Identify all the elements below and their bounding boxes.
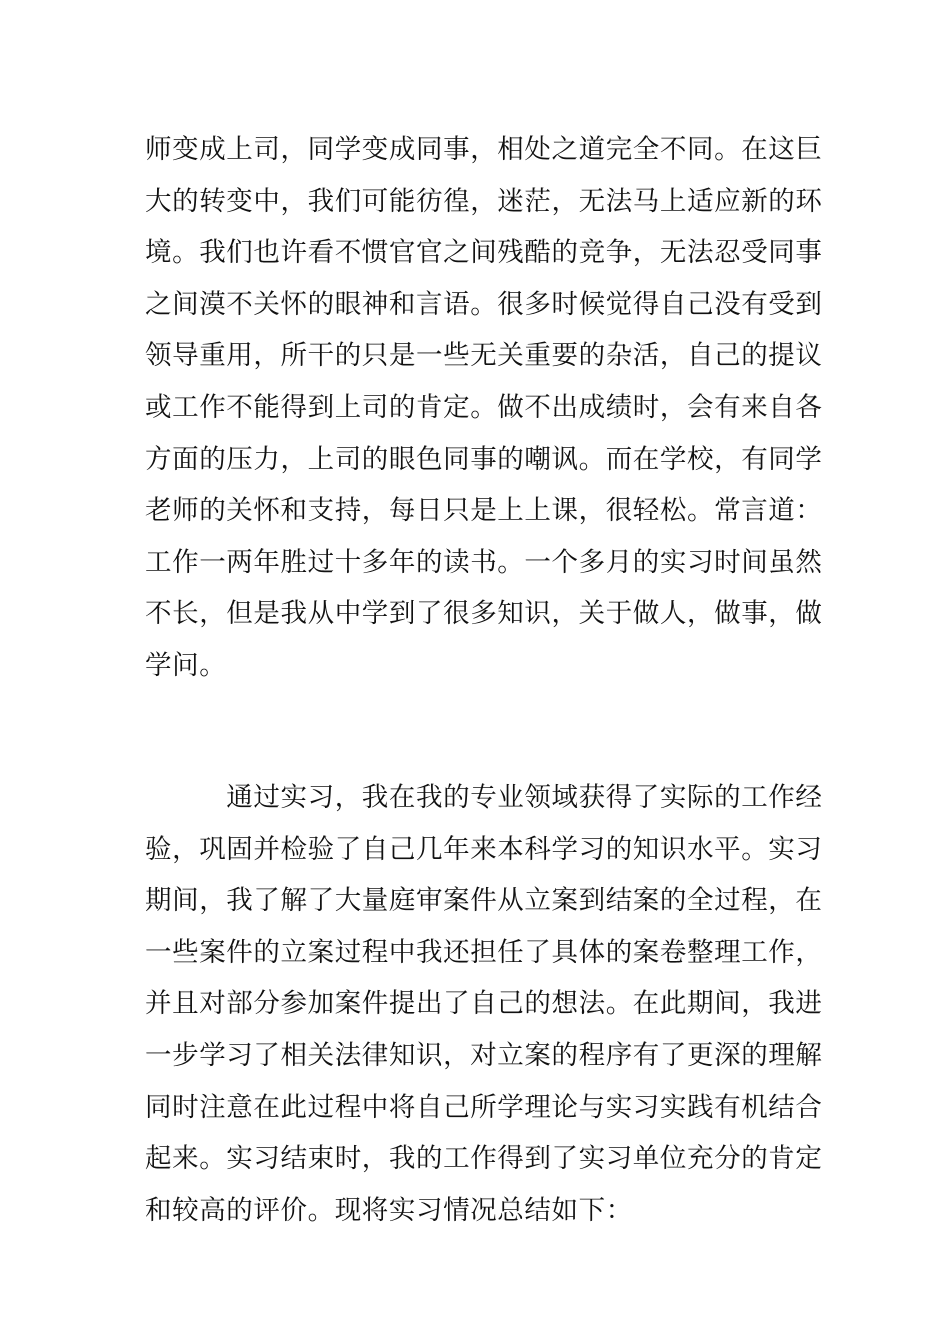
paragraph-line: 起来。实习结束时，我的工作得到了实习单位充分的肯定 [145,1143,823,1175]
paragraph-line: 师变成上司，同学变成同事，相处之道完全不同。在这巨 [145,134,823,165]
paragraph-line: 学问。 [145,649,227,681]
paragraph-line: 境。我们也许看不惯官官之间残酷的竞争，无法忍受同事 [145,237,823,269]
paragraph-1 [145,124,823,692]
paragraph-2 [145,772,823,1236]
paragraph-line: 大的转变中，我们可能彷徨，迷茫，无法马上适应新的环 [145,185,823,217]
paragraph-line: 一步学习了相关法律知识，对立案的程序有了更深的理解 [145,1039,823,1071]
paragraph-line: 领导重用，所干的只是一些无关重要的杂活，自己的提议 [145,340,823,372]
paragraph-line: 老师的关怀和支持，每日只是上上课，很轻松。常言道： [145,495,823,527]
paragraph-line: 方面的压力，上司的眼色同事的嘲讽。而在学校，有同学 [145,443,823,475]
paragraph-line: 验，巩固并检验了自己几年来本科学习的知识水平。实习 [145,833,823,865]
paragraph-line: 工作一两年胜过十多年的读书。一个多月的实习时间虽然 [145,546,823,578]
paragraph-line: 期间，我了解了大量庭审案件从立案到结案的全过程，在 [145,885,823,917]
paragraph-line: 通过实习，我在我的专业领域获得了实际的工作经 [145,782,823,813]
paragraph-line: 同时注意在此过程中将自己所学理论与实习实践有机结合 [145,1091,823,1123]
paragraph-line: 或工作不能得到上司的肯定。做不出成绩时，会有来自各 [145,391,823,423]
paragraph-line: 一些案件的立案过程中我还担任了具体的案卷整理工作， [145,936,823,968]
paragraph-line: 之间漠不关怀的眼神和言语。很多时候觉得自己没有受到 [145,288,823,320]
paragraph-line: 和较高的评价。现将实习情况总结如下： [145,1194,633,1226]
paragraph-line: 并且对部分参加案件提出了自己的想法。在此期间，我进 [145,988,823,1020]
paragraph-line: 不长，但是我从中学到了很多知识，关于做人，做事，做 [145,598,823,630]
